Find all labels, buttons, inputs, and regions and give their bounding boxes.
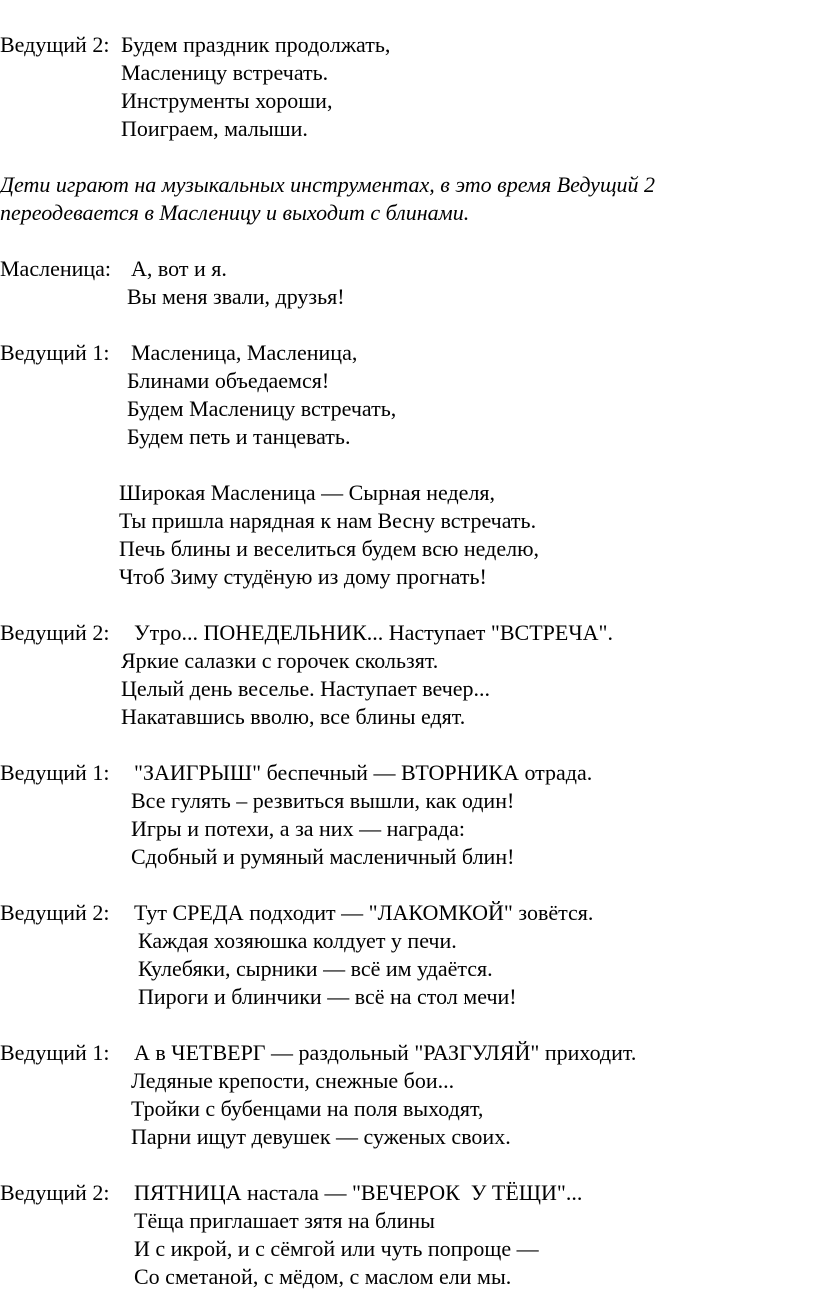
verse-line: А в ЧЕТВЕРГ — раздольный "РАЗГУЛЯЙ" приходит. <box>134 1040 637 1065</box>
verse-line: Будем петь и танцевать. <box>127 424 351 449</box>
stage-direction: Дети играют на музыкальных инструментах, в это время Ведущий 2 <box>0 172 656 197</box>
verse-line: Масленица, Масленица, <box>131 340 358 365</box>
verse-line: Вы меня звали, друзья! <box>127 284 345 309</box>
verse-line: А, вот и я. <box>131 256 227 281</box>
speaker-label: Масленица: <box>0 256 112 281</box>
verse-line: Все гулять – резвиться вышли, как один! <box>131 788 515 813</box>
verse-line: Ледяные крепости, снежные бои... <box>131 1068 455 1093</box>
verse-line: Пироги и блинчики — всё на стол мечи! <box>138 984 517 1009</box>
verse-line: Ты пришла нарядная к нам Весну встречать. <box>119 508 537 533</box>
verse-line: Тройки с бубенцами на поля выходят, <box>131 1096 484 1121</box>
verse-line: Блинами объедаемся! <box>127 368 330 393</box>
verse-line: Со сметаной, с мёдом, с маслом ели мы. <box>134 1264 512 1289</box>
speaker-label: Ведущий 2: <box>0 1180 110 1205</box>
verse-line: ПЯТНИЦА настала — "ВЕЧЕРОК У ТЁЩИ"... <box>134 1180 583 1205</box>
verse-line: Печь блины и веселиться будем всю неделю, <box>119 536 540 561</box>
verse-line: Тёща приглашает зятя на блины <box>134 1208 435 1233</box>
verse-line: Будем праздник продолжать, <box>121 32 391 57</box>
verse-line: Будем Масленицу встречать, <box>127 396 397 421</box>
verse-line: Тут СРЕДА подходит — "ЛАКОМКОЙ" зовётся. <box>134 900 594 925</box>
verse-line: Масленицу встречать. <box>121 60 329 85</box>
verse-line: Накатавшись вволю, все блины едят. <box>121 704 466 729</box>
verse-line: Поиграем, малыши. <box>121 116 308 141</box>
speaker-label: Ведущий 2: <box>0 620 110 645</box>
stage-direction: переодевается в Масленицу и выходит с блинами. <box>0 200 470 225</box>
verse-line: Целый день веселье. Наступает вечер... <box>121 676 491 701</box>
speaker-label: Ведущий 2: <box>0 32 110 57</box>
verse-line: Кулебяки, сырники — всё им удаётся. <box>138 956 493 981</box>
verse-line: Чтоб Зиму студёную из дому прогнать! <box>119 564 487 589</box>
verse-line: Сдобный и румяный масленичный блин! <box>131 844 515 869</box>
verse-line: И с икрой, и с сёмгой или чуть попроще — <box>134 1236 539 1261</box>
verse-line: Парни ищут девушек — суженых своих. <box>131 1124 511 1149</box>
verse-line: Утро... ПОНЕДЕЛЬНИК... Наступает "ВСТРЕЧА". <box>134 620 613 645</box>
verse-line: Инструменты хороши, <box>121 88 333 113</box>
verse-line: "ЗАИГРЫШ" беспечный — ВТОРНИКА отрада. <box>134 760 593 785</box>
speaker-label: Ведущий 1: <box>0 760 110 785</box>
speaker-label: Ведущий 2: <box>0 900 110 925</box>
speaker-label: Ведущий 1: <box>0 340 110 365</box>
verse-line: Яркие салазки с горочек скользят. <box>121 648 439 673</box>
verse-line: Игры и потехи, а за них — награда: <box>131 816 465 841</box>
verse-line: Каждая хозяюшка колдует у печи. <box>138 928 457 953</box>
speaker-label: Ведущий 1: <box>0 1040 110 1065</box>
verse-line: Широкая Масленица — Сырная неделя, <box>119 480 496 505</box>
